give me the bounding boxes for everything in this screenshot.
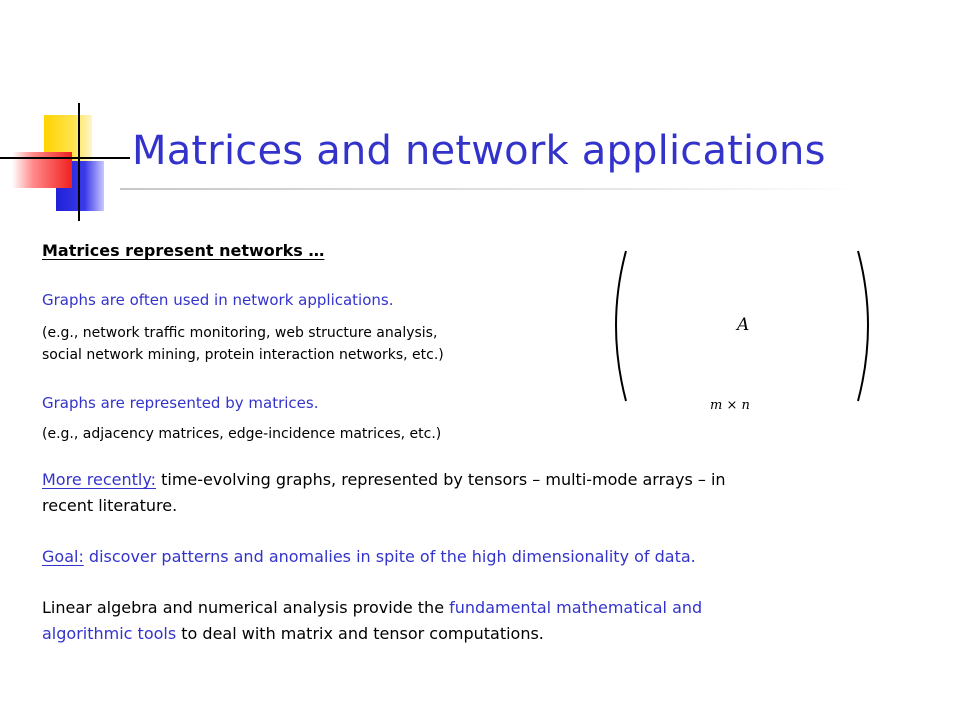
slide-title: Matrices and network applications xyxy=(132,128,826,174)
graphs-used-example-line2: social network mining, protein interaction networks, etc.) xyxy=(42,347,444,363)
decorative-blocks-logo xyxy=(0,95,140,225)
left-paren-shape xyxy=(616,251,626,401)
goal-paragraph xyxy=(42,547,696,566)
vertical-line-shape xyxy=(78,103,80,221)
title-divider xyxy=(120,188,860,190)
matrix-figure xyxy=(600,245,890,420)
recent-text: time-evolving graphs, represented by tensors – multi-mode arrays – in xyxy=(156,470,726,489)
matrix-symbol: A xyxy=(737,315,750,335)
recent-paragraph-line2: recent literature. xyxy=(42,496,178,515)
goal-text: discover patterns and anomalies in spite of the high dimensionality of data. xyxy=(83,547,696,566)
tools-highlight-1: fundamental mathematical and xyxy=(449,598,703,617)
graphs-represented-example: (e.g., adjacency matrices, edge-incidence matrices, etc.) xyxy=(42,426,442,442)
recent-paragraph-line1 xyxy=(42,470,726,489)
goal-label: Goal: xyxy=(42,547,84,566)
graphs-used-example-line1: (e.g., network traffic monitoring, web structure analysis, xyxy=(42,325,438,341)
tools-highlight-2: algorithmic tools xyxy=(42,624,177,643)
section-heading: Matrices represent networks … xyxy=(42,241,325,260)
horizontal-line-shape xyxy=(0,157,130,159)
right-paren-shape xyxy=(858,251,868,401)
recent-label: More recently: xyxy=(42,470,157,489)
graphs-represented-text: Graphs are represented by matrices. xyxy=(42,394,319,412)
tools-paragraph-line2 xyxy=(42,624,544,643)
tools-paragraph-line1 xyxy=(42,598,702,617)
graphs-used-text: Graphs are often used in network applications. xyxy=(42,291,394,309)
tools-text-end: to deal with matrix and tensor computations. xyxy=(176,624,544,643)
matrix-dimensions: m × n xyxy=(710,398,750,413)
tools-text-start: Linear algebra and numerical analysis provide the xyxy=(42,598,450,617)
